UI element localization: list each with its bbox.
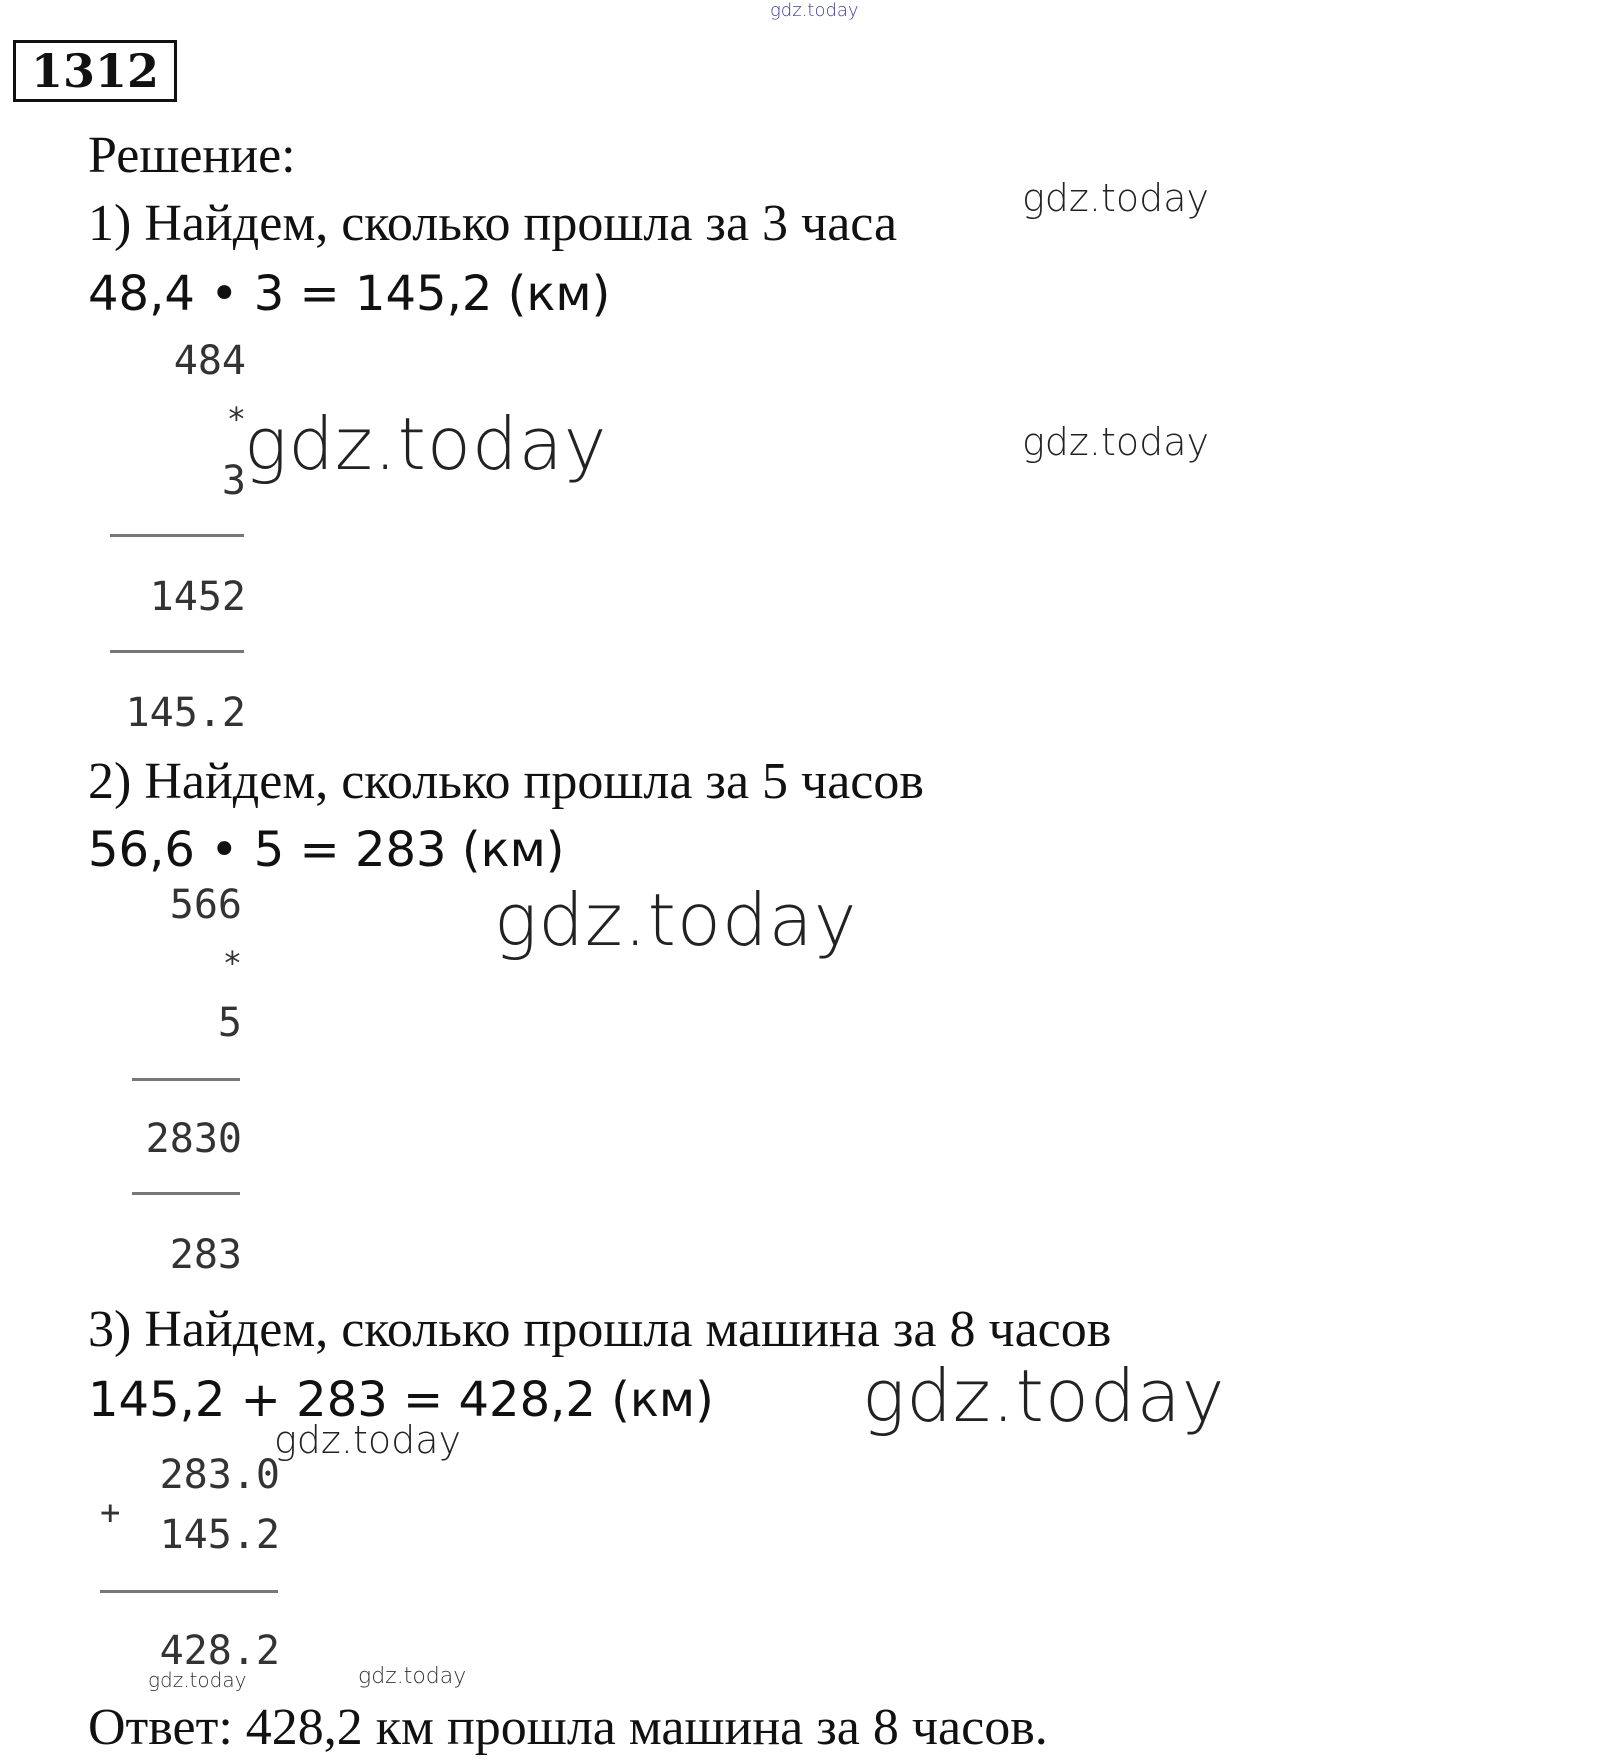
watermark: gdz.today bbox=[1022, 420, 1209, 464]
step-3-addend-1: 283.0 bbox=[159, 1452, 280, 1498]
step-1-partial: 1452 bbox=[149, 574, 246, 620]
step-1-multiplicand: 484 bbox=[173, 338, 246, 384]
step-2-rule-1 bbox=[132, 1078, 240, 1081]
step-2-partial: 2830 bbox=[145, 1116, 242, 1162]
watermark: gdz.today bbox=[274, 1418, 461, 1462]
step-1-equation: 48,4 • 3 = 145,2 (км) bbox=[88, 266, 611, 322]
step-3-sum: 428.2 bbox=[159, 1628, 280, 1674]
step-3-equation: 145,2 + 283 = 428,2 (км) bbox=[88, 1372, 714, 1428]
step-1-result: 145.2 bbox=[125, 690, 246, 736]
step-2-result: 283 bbox=[169, 1232, 242, 1278]
step-3-title: 3) Найдем, сколько прошла машина за 8 часов bbox=[88, 1301, 1112, 1358]
step-2-title: 2) Найдем, сколько прошла за 5 часов bbox=[88, 753, 924, 810]
step-2-multiplicand: 566 bbox=[169, 882, 242, 928]
step-1-rule-1 bbox=[110, 534, 244, 537]
step-2-operator: * bbox=[222, 944, 242, 982]
watermark: gdz.today bbox=[494, 878, 858, 962]
answer: Ответ: 428,2 км прошла машина за 8 часов. bbox=[88, 1699, 1048, 1756]
problem-number: 1312 bbox=[13, 40, 177, 102]
step-3-operator: + bbox=[100, 1493, 121, 1533]
step-1-operator: * bbox=[226, 400, 246, 438]
solution-heading: Решение: bbox=[88, 127, 296, 184]
watermark-top: gdz.today bbox=[770, 0, 859, 21]
watermark: gdz.today bbox=[1022, 176, 1209, 220]
step-3-addend-2: 145.2 bbox=[159, 1512, 280, 1558]
step-1-rule-2 bbox=[110, 650, 244, 653]
step-3-rule bbox=[100, 1590, 278, 1593]
step-2-equation: 56,6 • 5 = 283 (км) bbox=[88, 822, 565, 878]
watermark: gdz.today bbox=[148, 1668, 247, 1692]
watermark: gdz.today bbox=[862, 1354, 1226, 1438]
step-1-title: 1) Найдем, сколько прошла за 3 часа bbox=[88, 195, 898, 252]
step-2-rule-2 bbox=[132, 1192, 240, 1195]
step-1-multiplier: 3 bbox=[221, 458, 246, 504]
watermark: gdz.today bbox=[358, 1664, 467, 1689]
watermark: gdz.today bbox=[244, 402, 608, 486]
step-2-multiplier: 5 bbox=[217, 1000, 242, 1046]
